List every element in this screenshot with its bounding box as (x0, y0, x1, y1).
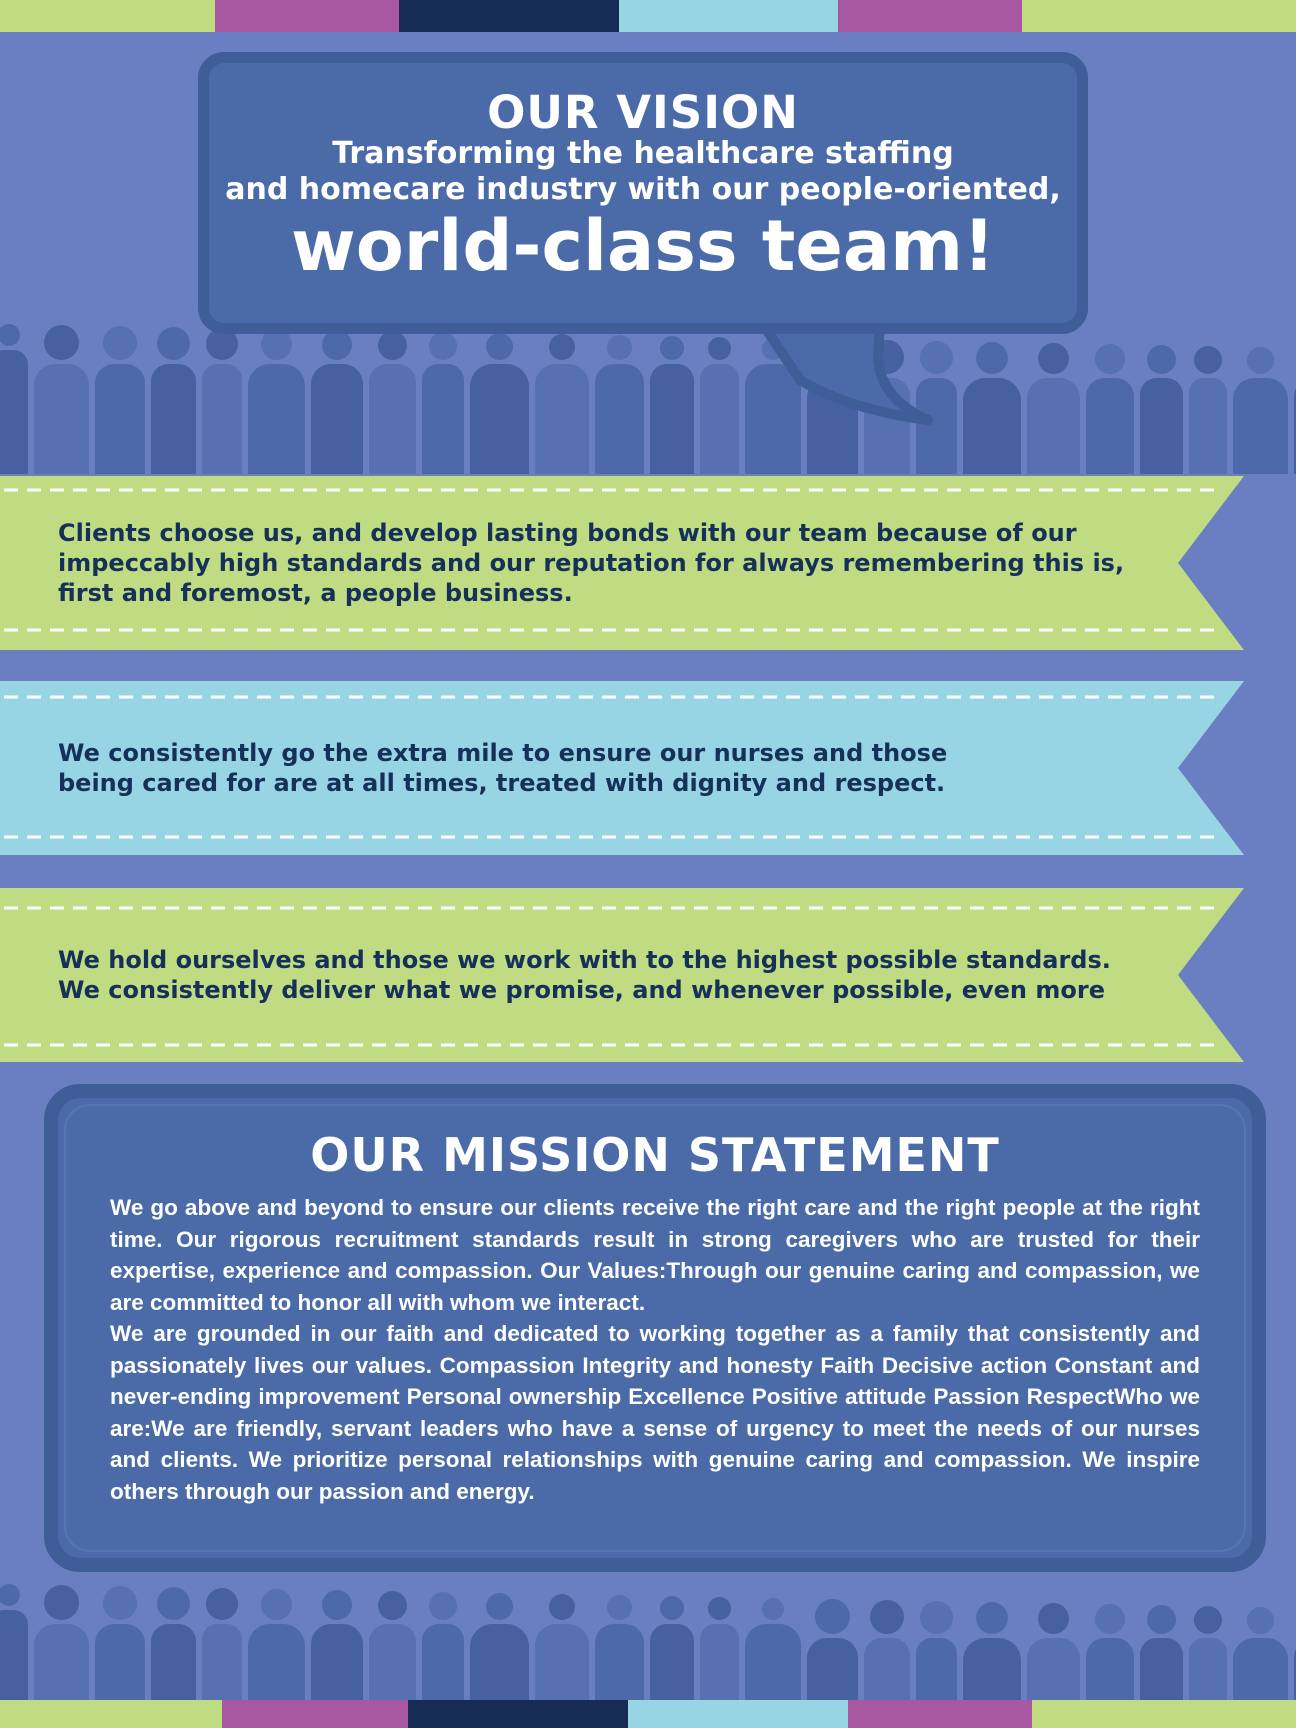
vision-heading: OUR VISION (487, 86, 799, 139)
crowd-silhouette-top (0, 316, 1296, 474)
mission-statement-box (44, 1084, 1266, 1572)
vision-line-1: Transforming the healthcare staffing (332, 136, 954, 172)
bottom-color-stripe (0, 1700, 1296, 1728)
ribbon-dignity-text: We consistently go the extra mile to ensure our nurses and those being cared for are at all times, treated with dignity and respect. (58, 739, 948, 797)
vision-speech-bubble (198, 52, 1088, 334)
mission-paragraph-1: We go above and beyond to ensure our clients receive the right care and the right people at the right time. Our rigorous recruitment standards result in strong caregivers who are trusted for their expertise, experience and compassion. Our Values:Through our genuine caring and compassion, we are committed to honor all with whom we interact. (110, 1195, 1200, 1315)
crowd-silhouette-bottom (0, 1576, 1296, 1700)
vision-line-2: and homecare industry with our people-oriented, (225, 172, 1061, 208)
mission-heading: OUR MISSION STATEMENT (310, 1128, 1000, 1182)
ribbon-standards-text: We hold ourselves and those we work with to the highest possible standards. We consistently deliver what we promise, and whenever possible, even more (58, 946, 1111, 1004)
ribbon-dignity (0, 681, 1244, 855)
speech-bubble-tail (760, 320, 940, 430)
mission-paragraph-2: We are grounded in our faith and dedicated to working together as a family that consistently and passionately lives our values. Compassion Integrity and honesty Faith Decisive action Constant and never-ending improvement Personal ownership Excellence Positive attitude Passion RespectWho we are:We are friendly, servant leaders who have a sense of urgency to meet the needs of our nurses and clients. We prioritize personal relationships with genuine caring and compassion. We inspire others through our passion and energy. (110, 1321, 1200, 1504)
ribbon-standards (0, 888, 1244, 1062)
ribbon-clients-text: Clients choose us, and develop lasting bonds with our team because of our impeccably high standards and our reputation for always remembering this is, first and foremost, a people business. (58, 519, 1125, 607)
ribbon-clients (0, 476, 1244, 650)
top-color-stripe (0, 0, 1296, 32)
vision-emphasis: world-class team! (291, 205, 995, 288)
